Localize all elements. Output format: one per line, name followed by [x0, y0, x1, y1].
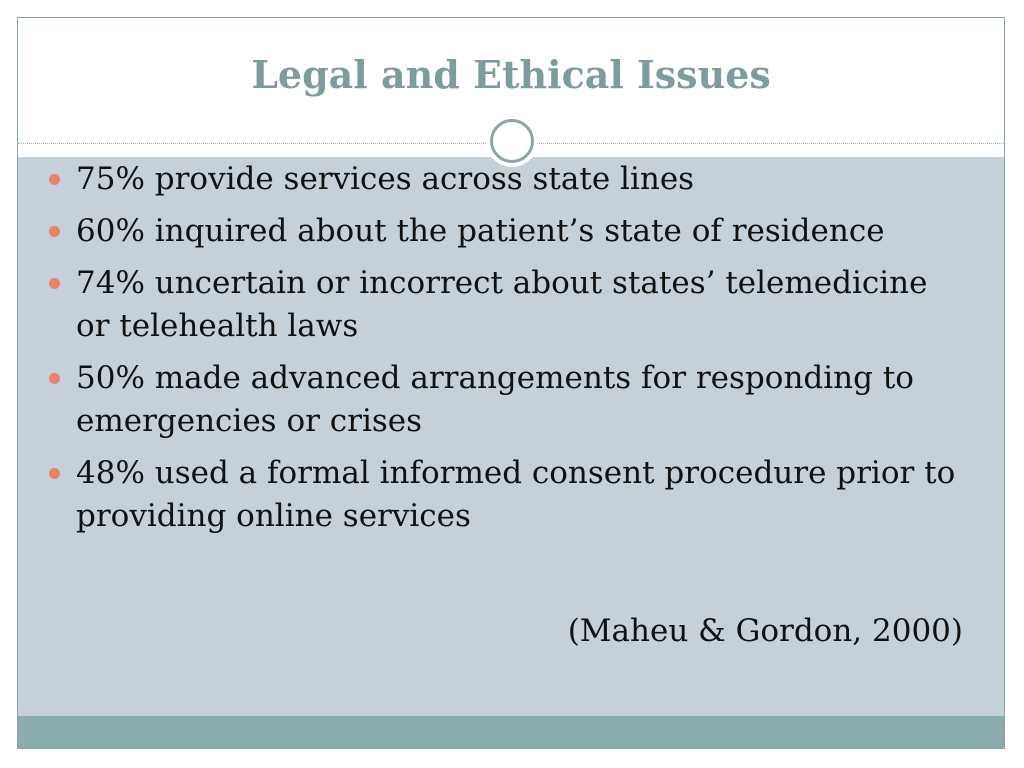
list-item	[58, 158, 958, 201]
citation: (Maheu & Gordon, 2000)	[567, 613, 963, 649]
bullet-dot-icon	[49, 373, 60, 384]
footer-band	[18, 716, 1004, 749]
list-item	[58, 210, 958, 253]
bullet-dot-icon	[49, 468, 60, 479]
bullet-text: 75% provide services across state lines	[76, 161, 695, 197]
list-item	[58, 452, 958, 538]
slide-title: Legal and Ethical Issues	[251, 52, 771, 97]
bullet-dot-icon	[49, 174, 60, 185]
bullet-dot-icon	[49, 278, 60, 289]
bullet-text: 48% used a formal informed consent procedure prior to providing online services	[76, 455, 956, 534]
bullet-text: 74% uncertain or incorrect about states’ telemedicine or telehealth laws	[76, 265, 928, 344]
list-item	[58, 357, 958, 443]
bullet-text: 50% made advanced arrangements for responding to emergencies or crises	[76, 360, 914, 439]
bullet-text: 60% inquired about the patient’s state of residence	[76, 213, 885, 249]
bullet-list	[58, 158, 958, 547]
list-item	[58, 262, 958, 348]
bullet-dot-icon	[49, 226, 60, 237]
ring-ornament-inner	[490, 119, 534, 163]
